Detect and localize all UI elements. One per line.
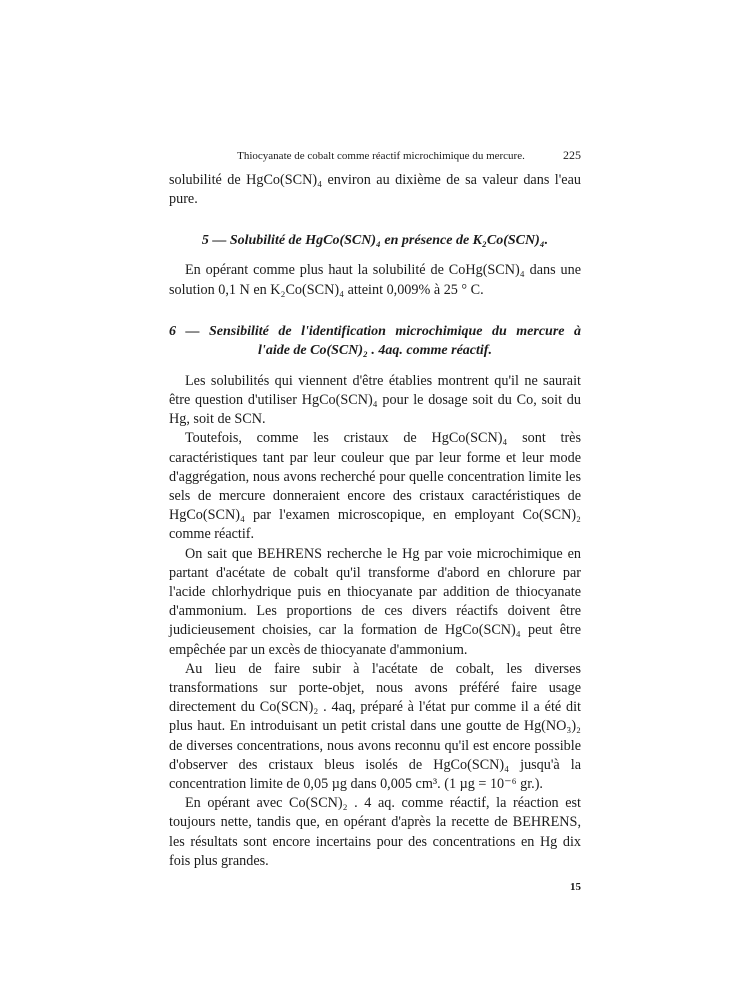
page-number: 225 (563, 148, 581, 162)
footer (169, 871, 581, 895)
page (169, 148, 581, 895)
continued-paragraph: solubilité de HgCo(SCN)₄ environ au dixième de sa valeur dans l'eau pure. (169, 172, 581, 208)
running-head (169, 148, 581, 163)
section-6-heading (169, 322, 581, 360)
section-6-paragraph-4: Au lieu de faire subir à l'acétate de cobalt, les diverses transformations sur porte-objet, nous avons préféré faire usage directement du Co(SCN)₂ . 4aq, préparé à l'état pur comme il a été dit plus haut. En introduisant un petit cristal dans une goutte de Hg(NO₃)₂ de diverses concentrations, nous avons reconnu qu'il est encore possible d'observer des cristaux bleus isolés de HgCo(SCN)₄ jusqu'à la concentration limite de 0,05 µg dans 0,005 cm³. (1 µg = 10⁻⁶ gr.). (169, 660, 581, 793)
section-6-paragraph-3: On sait que BEHRENS recherche le Hg par voie microchimique en partant d'acétate de cobalt qu'il transforme d'abord en chlorure par l'acide chlorhydrique puis en thiocyanate par addition de thiocyanate d'ammonium. Les proportions de ces divers réactifs doivent être judicieusement choisies, car la formation de HgCo(SCN)₄ peut être empêchée par un excès de thiocyanate d'ammonium. (169, 545, 581, 658)
section-5-heading: 5 — Solubilité de HgCo(SCN)₄ en présence de K₂Co(SCN)₄. (201, 233, 549, 249)
section-6-paragraph-5: En opérant avec Co(SCN)₂ . 4 aq. comme réactif, la réaction est toujours nette, tandis que, en opérant d'après la recette de BEHRENS, les résultats sont encore incertains pour des concentrations en Hg dix fois plus grandes. (169, 795, 581, 869)
section-6-heading-line1: 6 — Sensibilité de l'identification microchimique du mercure à (169, 323, 581, 339)
section-6-paragraph-2: Toutefois, comme les cristaux de HgCo(SCN)₄ sont très caractéristiques tant par leur couleur que par leur forme et leur mode d'aggrégation, nous avons recherché pour quelle concentration limite les sels de mercure donneraient encore des cristaux caractéristiques de HgCo(SCN)₄ par l'examen microscopique, en employant Co(SCN)₂ comme réactif. (169, 430, 581, 543)
section-6-heading-line2: l'aide de Co(SCN)₂ . 4aq. comme réactif. (258, 342, 492, 358)
section-6-paragraph-1: Les solubilités qui viennent d'être établies montrent qu'il ne saurait être question d'utiliser HgCo(SCN)₄ pour le dosage soit du Co, soit du Hg, soit de SCN. (169, 372, 581, 428)
signature-mark: 15 (570, 881, 581, 894)
running-head-title: Thiocyanate de cobalt comme réactif microchimique du mercure. (237, 150, 525, 162)
section-5-paragraph: En opérant comme plus haut la solubilité de CoHg(SCN)₄ dans une solution 0,1 N en K₂Co(SCN)₄ atteint 0,009% à 25 ° C. (169, 262, 581, 298)
